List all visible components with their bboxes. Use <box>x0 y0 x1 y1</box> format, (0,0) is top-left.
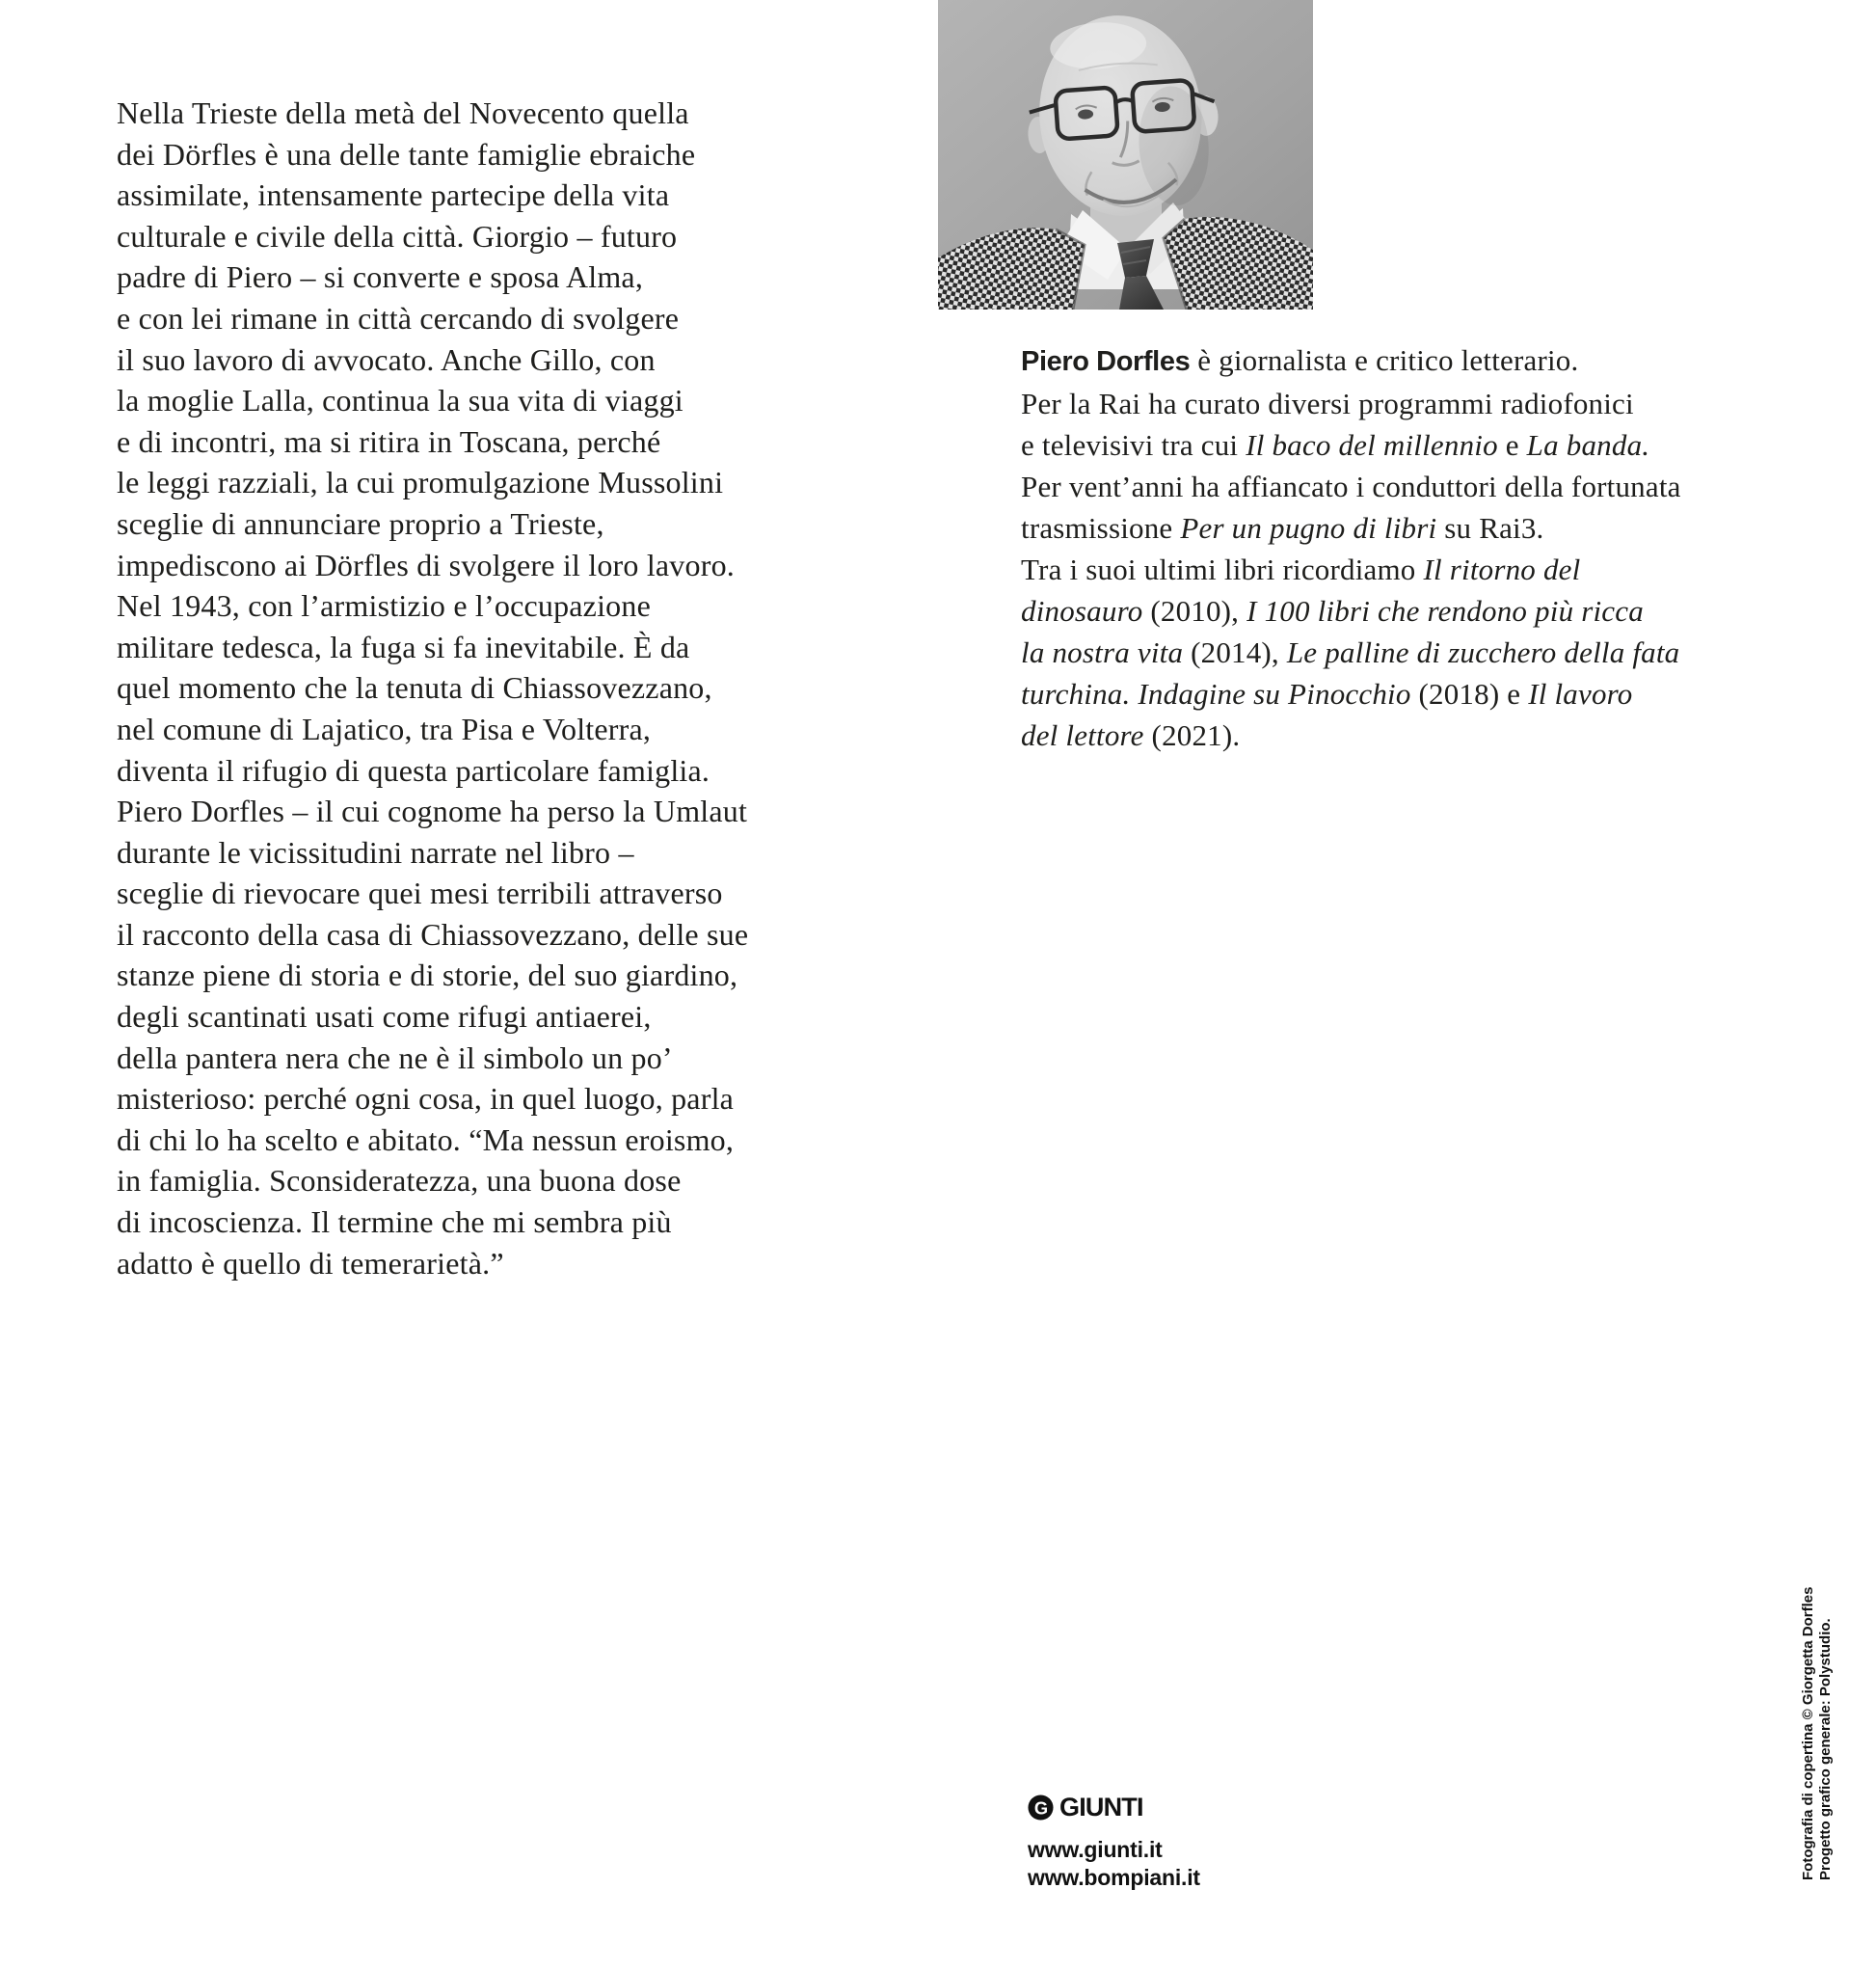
text-span: Il lavoro <box>1528 677 1633 711</box>
text-line: in famiglia. Sconsideratezza, una buona dose <box>117 1163 682 1199</box>
text-line <box>1021 383 1840 424</box>
credits-vertical-text <box>1800 1572 1834 1880</box>
text-line <box>1021 339 1840 383</box>
text-line: sceglie di annunciare proprio a Trieste, <box>117 505 604 541</box>
text-span: e <box>1497 428 1527 462</box>
text-line: stanze piene di storia e di storie, del suo giardino, <box>117 958 738 993</box>
text-span: (2014), <box>1183 635 1287 669</box>
text-span: Il baco del millennio <box>1246 428 1498 462</box>
text-line <box>1021 466 1840 507</box>
text-span: Il ritorno del <box>1423 553 1581 586</box>
text-line: e di incontri, ma si ritira in Toscana, perché <box>117 423 661 459</box>
text-line: assimilate, intensamente partecipe della vita <box>117 177 670 213</box>
text-line: Nella Trieste della metà del Novecento quella <box>117 95 689 130</box>
text-line: quel momento che la tenuta di Chiassovezzano, <box>117 670 712 706</box>
text-span: Per vent’anni ha affiancato i conduttori della fortunata <box>1021 470 1681 503</box>
text-span: dinosauro <box>1021 594 1143 628</box>
text-line: www.giunti.it <box>1028 1837 1163 1862</box>
text-line: impediscono ai Dörfles di svolgere il loro lavoro. <box>117 547 735 582</box>
text-line: e con lei rimane in città cercando di svolgere <box>117 300 680 336</box>
text-line: di incoscienza. Il termine che mi sembra più <box>117 1204 672 1240</box>
text-line: nel comune di Lajatico, tra Pisa e Volterra, <box>117 711 652 746</box>
text-line: di chi lo ha scelto e abitato. “Ma nessun eroismo, <box>117 1121 735 1157</box>
text-line: degli scantinati usati come rifugi antiaerei, <box>117 999 652 1035</box>
text-line <box>1021 632 1840 673</box>
text-line: misterioso: perché ogni cosa, in quel luogo, parla <box>117 1081 735 1117</box>
author-name: Piero Dorfles <box>1021 346 1191 377</box>
text-line: Piero Dorfles – il cui cognome ha perso la Umlaut <box>117 794 748 829</box>
text-span: su Rai3. <box>1436 511 1544 545</box>
text-line: della pantera nera che ne è il simbolo un po’ <box>117 1039 673 1075</box>
text-line <box>1021 590 1840 632</box>
text-line: sceglie di rievocare quei mesi terribili attraverso <box>117 876 723 911</box>
text-span: e televisivi tra cui <box>1021 428 1246 462</box>
text-span: Per un pugno di libri <box>1180 511 1437 545</box>
publisher-block <box>1028 1794 1200 1891</box>
flap-description-text <box>117 93 898 1283</box>
text-line: Fotografia di copertina © Giorgetta Dorfles <box>1800 1586 1816 1880</box>
text-line: adatto è quello di temerarietà.” <box>117 1245 504 1281</box>
text-line: il suo lavoro di avvocato. Anche Gillo, con <box>117 341 656 377</box>
text-span: (2010), <box>1142 594 1247 628</box>
text-line <box>1021 549 1840 590</box>
text-span: Le palline di zucchero della fata <box>1286 635 1680 669</box>
text-span: La banda. <box>1526 428 1650 462</box>
author-bio-text <box>1021 339 1840 756</box>
text-line: dei Dörfles è una delle tante famiglie ebraiche <box>117 136 696 172</box>
text-line <box>1021 507 1840 549</box>
text-span: (2021). <box>1143 718 1241 752</box>
text-line: padre di Piero – si converte e sposa Alma, <box>117 259 644 295</box>
text-line: www.bompiani.it <box>1028 1864 1200 1890</box>
text-span: trasmissione <box>1021 511 1181 545</box>
text-line: durante le vicissitudini narrate nel libro – <box>117 834 634 870</box>
text-line <box>1021 715 1840 756</box>
text-span: I 100 libri che rendono più ricca <box>1246 594 1644 628</box>
text-line: culturale e civile della città. Giorgio – futuro <box>117 218 678 254</box>
text-line: militare tedesca, la fuga si fa inevitabile. È da <box>117 629 690 664</box>
giunti-logo <box>1028 1794 1200 1821</box>
text-line: diventa il rifugio di questa particolare famiglia. <box>117 752 710 788</box>
publisher-urls <box>1028 1836 1200 1891</box>
text-line <box>1021 673 1840 715</box>
text-span: (2018) e <box>1410 677 1529 711</box>
text-line: il racconto della casa di Chiassovezzano, delle sue <box>117 916 749 952</box>
text-span: turchina. Indagine su Pinocchio <box>1021 677 1411 711</box>
text-line <box>1021 424 1840 466</box>
portrait-photo <box>938 0 1313 310</box>
svg-text:G: G <box>1033 1796 1049 1818</box>
giunti-logo-text: GIUNTI <box>1059 1792 1143 1822</box>
text-line: la moglie Lalla, continua la sua vita di viaggi <box>117 383 683 418</box>
text-span: la nostra vita <box>1021 635 1184 669</box>
portrait-photo-illustration <box>938 0 1313 310</box>
text-span: Per la Rai ha curato diversi programmi radiofonici <box>1021 387 1634 420</box>
giunti-logo-icon <box>1028 1795 1054 1821</box>
text-line: le leggi razziali, la cui promulgazione Mussolini <box>117 465 724 500</box>
text-span: Tra i suoi ultimi libri ricordiamo <box>1021 553 1424 586</box>
text-line: Nel 1943, con l’armistizio e l’occupazione <box>117 588 651 624</box>
text-span: del lettore <box>1021 718 1144 752</box>
text-span: è giornalista e critico letterario. <box>1190 343 1579 377</box>
text-line: Progetto grafico generale: Polystudio. <box>1816 1618 1834 1880</box>
